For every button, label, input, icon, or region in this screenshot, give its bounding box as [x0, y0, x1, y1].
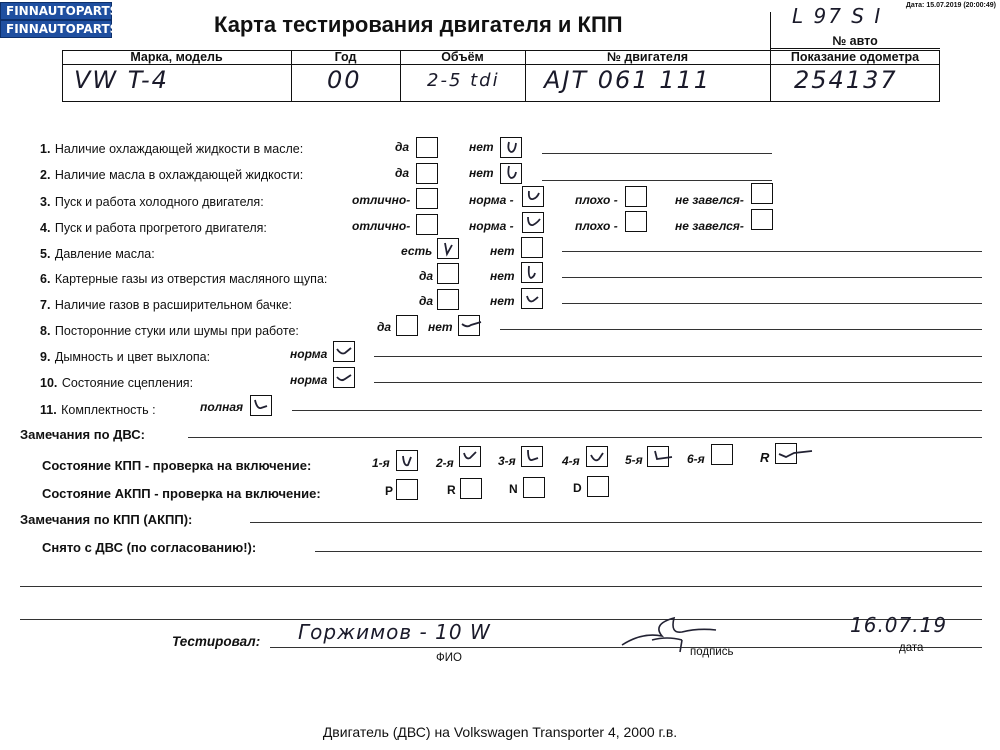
- opt-nostart: не завелся-: [675, 193, 744, 207]
- q-text: Давление масла:: [54, 247, 155, 261]
- q-number: 8.: [40, 324, 51, 338]
- question-2: [40, 166, 303, 184]
- question-4: [40, 219, 267, 237]
- opt-no: нет: [490, 269, 515, 283]
- tick-icon: [251, 396, 271, 415]
- opt-bad: плохо -: [575, 219, 618, 233]
- checkbox-q2-yes[interactable]: [416, 163, 438, 184]
- engine-value: AJT 061 111: [544, 66, 712, 94]
- autonum-value: L 97 S I: [792, 4, 883, 28]
- checkbox-gear-5[interactable]: [647, 446, 669, 467]
- checkbox-akpp-p[interactable]: [396, 479, 418, 500]
- signoff-date: 16.07.19: [850, 613, 948, 637]
- checkbox-q6-no[interactable]: [521, 262, 543, 283]
- opt-excellent: отлично-: [352, 193, 411, 207]
- q-text: Комплектность :: [61, 403, 156, 417]
- opt-yes: да: [395, 140, 410, 154]
- tick-icon: [648, 447, 676, 466]
- section-dvs-notes: Замечания по ДВС:: [20, 427, 145, 442]
- q-text: Дымность и цвет выхлопа:: [54, 350, 211, 364]
- opt-no: нет: [490, 294, 515, 308]
- opt-norm: норма: [290, 373, 328, 387]
- q-text: Наличие охлаждающей жидкости в масле:: [54, 142, 304, 156]
- tester-name: Горжимов - 10 W: [298, 620, 491, 644]
- q-number: 7.: [40, 298, 51, 312]
- checkbox-q8-no[interactable]: [458, 315, 480, 336]
- odometer-value: 254137: [794, 66, 898, 94]
- fio-label: ФИО: [436, 652, 462, 664]
- checkbox-q1-no[interactable]: [500, 137, 522, 158]
- checkbox-q1-yes[interactable]: [416, 137, 438, 158]
- checkbox-q11-full[interactable]: [250, 395, 272, 416]
- question-7: [40, 296, 292, 314]
- checkbox-q4-normal[interactable]: [522, 212, 544, 233]
- checkbox-akpp-n[interactable]: [523, 477, 545, 498]
- checkbox-q3-nostart[interactable]: [751, 183, 773, 204]
- question-11: [40, 401, 156, 419]
- tick-icon: [459, 316, 487, 335]
- opt-bad: плохо -: [575, 193, 618, 207]
- opt-no: нет: [490, 244, 515, 258]
- opt-yes: да: [419, 294, 434, 308]
- question-10: [40, 374, 193, 392]
- checkbox-q6-yes[interactable]: [437, 263, 459, 284]
- akpp-label: R: [447, 483, 456, 497]
- checkbox-gear-r[interactable]: [775, 443, 797, 464]
- opt-normal: норма -: [469, 193, 514, 207]
- checkbox-akpp-d[interactable]: [587, 476, 609, 497]
- question-9: [40, 348, 210, 366]
- checkbox-q3-bad[interactable]: [625, 186, 647, 207]
- q-number: 3.: [40, 195, 51, 209]
- checkbox-gear-1[interactable]: [396, 450, 418, 471]
- tick-icon: [522, 263, 542, 282]
- hdr-engine: № двигателя: [606, 50, 689, 64]
- checkbox-q4-nostart[interactable]: [751, 209, 773, 230]
- opt-yes: да: [395, 166, 410, 180]
- tick-icon: [397, 451, 417, 470]
- checkbox-gear-3[interactable]: [521, 446, 543, 467]
- sign-label: подпись: [690, 646, 734, 658]
- tick-icon: [438, 239, 458, 258]
- q-number: 11.: [40, 403, 57, 417]
- question-8: [40, 322, 299, 340]
- tick-icon: [523, 187, 543, 206]
- date-stamp: Дата: 15.07.2019 (20:00:49): [905, 2, 996, 9]
- volume-value: 2-5 tdi: [427, 70, 500, 91]
- akpp-label: D: [573, 481, 582, 495]
- q-number: 9.: [40, 350, 51, 364]
- question-3: [40, 193, 264, 211]
- gear-label: 1-я: [372, 456, 390, 470]
- checkbox-q3-normal[interactable]: [522, 186, 544, 207]
- hdr-volume: Объём: [441, 50, 484, 64]
- gear-label: 4-я: [562, 454, 580, 468]
- section-kpp-state: Состояние КПП - проверка на включение:: [42, 458, 312, 473]
- gear-label: 3-я: [498, 454, 516, 468]
- section-removed: Снято с ДВС (по согласованию!):: [42, 540, 257, 555]
- hdr-autonum: № авто: [832, 34, 878, 48]
- opt-yes: да: [377, 320, 392, 334]
- question-5: [40, 245, 155, 263]
- q-number: 6.: [40, 272, 51, 286]
- gear-label: 6-я: [687, 452, 705, 466]
- tick-icon: [522, 447, 542, 466]
- gear-label: R: [760, 450, 770, 465]
- q-number: 10.: [40, 376, 58, 390]
- model-value: VW T-4: [74, 66, 169, 94]
- q-number: 2.: [40, 168, 51, 182]
- checkbox-akpp-r[interactable]: [460, 478, 482, 499]
- q-text: Состояние сцепления:: [61, 376, 194, 390]
- checkbox-gear-4[interactable]: [586, 446, 608, 467]
- checkbox-q9-norm[interactable]: [333, 341, 355, 362]
- checkbox-gear-2[interactable]: [459, 446, 481, 467]
- q-number: 1.: [40, 142, 51, 156]
- q-text: Наличие газов в расширительном бачке:: [54, 298, 292, 312]
- opt-no: нет: [469, 140, 494, 154]
- checkbox-q2-no[interactable]: [500, 163, 522, 184]
- opt-yes: да: [419, 269, 434, 283]
- tick-icon: [334, 368, 354, 387]
- tick-icon: [334, 342, 354, 361]
- question-6: [40, 270, 327, 288]
- hdr-odometer: Показание одометра: [790, 50, 920, 64]
- opt-norm: норма: [290, 347, 328, 361]
- tick-icon: [460, 447, 480, 466]
- akpp-label: P: [385, 484, 394, 498]
- opt-is: есть: [401, 244, 433, 258]
- hdr-model: Марка, модель: [130, 50, 223, 64]
- checkbox-q3-excellent[interactable]: [416, 188, 438, 209]
- section-kpp-notes: Замечания по КПП (АКПП):: [20, 512, 193, 527]
- checkbox-gear-6[interactable]: [711, 444, 733, 465]
- checkbox-q10-norm[interactable]: [333, 367, 355, 388]
- tick-icon: [522, 289, 542, 308]
- q-text: Наличие масла в охлаждающей жидкости:: [54, 168, 304, 182]
- checkbox-q7-yes[interactable]: [437, 289, 459, 310]
- tick-icon: [776, 444, 816, 463]
- opt-full: полная: [200, 400, 244, 414]
- tick-icon: [501, 138, 521, 157]
- gear-label: 2-я: [436, 456, 454, 470]
- gear-label: 5-я: [625, 453, 643, 467]
- brand-badge-secondary: FINNAUTOPARTS: [0, 20, 112, 38]
- tested-label: Тестировал:: [172, 634, 261, 649]
- q-number: 4.: [40, 221, 51, 235]
- tick-icon: [523, 213, 543, 232]
- opt-no: нет: [428, 320, 453, 334]
- checkbox-q4-excellent[interactable]: [416, 214, 438, 235]
- caption: Двигатель (ДВС) на Volkswagen Transporter 4, 2000 г.в.: [322, 724, 678, 740]
- opt-nostart: не завелся-: [675, 219, 744, 233]
- date-label: дата: [899, 642, 924, 654]
- tick-icon: [587, 447, 607, 466]
- q-text: Пуск и работа прогретого двигателя:: [54, 221, 267, 235]
- brand-badge: FINNAUTOPARTS: [0, 2, 112, 20]
- opt-no: нет: [469, 166, 494, 180]
- opt-excellent: отлично-: [352, 219, 411, 233]
- q-text: Посторонние стуки или шумы при работе:: [54, 324, 299, 338]
- opt-normal: норма -: [469, 219, 514, 233]
- hdr-year: Год: [334, 50, 357, 64]
- year-value: 00: [327, 66, 362, 94]
- q-number: 5.: [40, 247, 51, 261]
- q-text: Картерные газы из отверстия масляного щупа:: [54, 272, 328, 286]
- checkbox-q5-is[interactable]: [437, 238, 459, 259]
- akpp-label: N: [509, 482, 518, 496]
- tick-icon: [501, 164, 521, 183]
- checkbox-q7-no[interactable]: [521, 288, 543, 309]
- question-1: [40, 140, 303, 158]
- section-akpp-state: Состояние АКПП - проверка на включение:: [42, 486, 321, 501]
- checkbox-q5-no[interactable]: [521, 237, 543, 258]
- checkbox-q4-bad[interactable]: [625, 211, 647, 232]
- q-text: Пуск и работа холодного двигателя:: [54, 195, 264, 209]
- checkbox-q8-yes[interactable]: [396, 315, 418, 336]
- form-title: Карта тестирования двигателя и КПП: [214, 12, 623, 37]
